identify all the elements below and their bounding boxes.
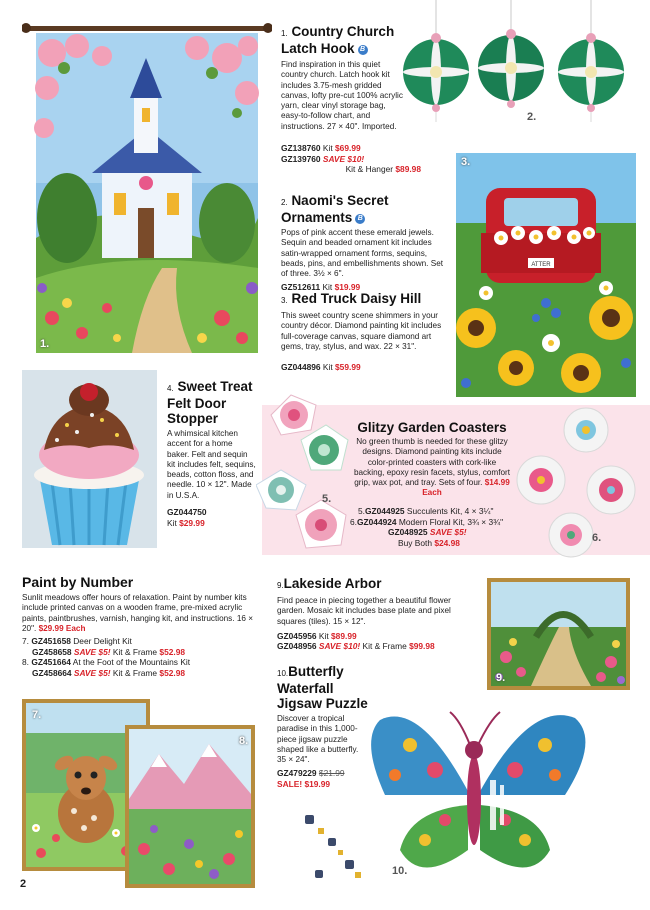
pbn-description: [22, 593, 262, 634]
succulent-coaster-4: [296, 500, 346, 548]
cupcake-doorstop-illustration: [22, 370, 157, 548]
floral-coaster-4: [549, 513, 593, 557]
ornaments-sku-price: $19.99: [334, 282, 361, 293]
coasters-row5-sku: GZ044925: [365, 506, 405, 516]
butterfly-old-price: $21.99: [318, 768, 345, 779]
pbn-each-price: $29.99 Each: [38, 623, 86, 633]
truck-title: [281, 291, 451, 308]
coasters-description: [352, 437, 512, 499]
arbor-title-text: Lakeside Arbor: [283, 576, 382, 591]
truck-sku-price: $59.99: [335, 362, 361, 373]
coasters-both-sku: GZ048925: [388, 527, 428, 537]
coasters-row6-label: Modern Floral Kit, 3¾ × 3¾": [398, 516, 504, 527]
church-sku2-code: GZ139760: [281, 153, 321, 164]
pbn-row7b-save: SAVE $5!: [73, 646, 111, 657]
succulent-coaster-3: [256, 470, 306, 510]
pbn-row8b-save: SAVE $5!: [73, 667, 111, 678]
image-number-8: 8.: [239, 735, 249, 747]
succulent-coaster-1: [271, 395, 316, 435]
coasters-row6-num: 6.: [350, 516, 357, 527]
pbn-row7-label: Deer Delight Kit: [73, 636, 132, 647]
truck-sku-row: [281, 362, 451, 373]
pbn-row7-num: 7.: [22, 636, 29, 647]
arbor-sku2-code: GZ048956: [277, 641, 317, 652]
coasters-product-block: [352, 420, 512, 499]
arbor-sku1-label: Kit: [318, 630, 329, 641]
cupcake-title-line2: Felt Door: [167, 396, 227, 411]
image-number-5: 5.: [322, 493, 332, 505]
succulent-coaster-2: [301, 425, 348, 470]
truck-description: This sweet country scene shimmers in your country décor. Diamond painting kit includes full-coverage canvas, square diamond art gems, tray, stylus, and wax. 22 × 31".: [281, 311, 442, 351]
arbor-sku-row-2: [277, 641, 477, 652]
cupcake-number: 4.: [167, 384, 174, 393]
cupcake-sku-row: [167, 518, 257, 529]
cupcake-title: [167, 379, 257, 426]
arbor-sku-block: [277, 631, 477, 652]
floral-coaster-2: [517, 456, 565, 504]
truck-number: 3.: [281, 296, 288, 305]
floral-coaster-3: [587, 466, 635, 514]
pbn-product-block: [22, 575, 262, 678]
ornaments-description: Pops of pink accent these emerald jewels. Sequin and beaded ornament kit includes satin-wrapped ornament forms, sequins, beads, pins, and embellishments shown. Set of three. 3½ × 6".: [281, 228, 444, 279]
page-number: 2: [20, 878, 27, 890]
pbn-sku-block: [22, 636, 262, 678]
image-number-6: 6.: [592, 532, 602, 544]
truck-plate-text: ATTER: [531, 262, 551, 268]
arbor-sku1-price: $89.99: [331, 630, 357, 641]
ornaments-number: 2.: [281, 198, 288, 207]
truck-title-text: Red Truck Daisy Hill: [291, 291, 422, 306]
pbn-description-text: Sunlit meadows offer hours of relaxation. Paint by number kits include printed canvas on a wooden frame, pre-mixed acrylic paints, paintbrushes, varnish, hanging kit, and instructions. 16 × 20".: [22, 593, 253, 633]
church-number: 1.: [281, 29, 288, 38]
coasters-row-6: [350, 517, 520, 528]
truck-product-block: [281, 291, 451, 373]
butterfly-title-line2: Jigsaw Puzzle: [277, 696, 368, 711]
red-truck-illustration: [456, 153, 636, 397]
arbor-sku2-label: Kit & Frame: [362, 641, 407, 652]
image-number-9: 9.: [496, 672, 506, 684]
pbn-row8b-label: Kit & Frame: [112, 667, 158, 678]
image-number-1: 1.: [40, 338, 50, 350]
image-number-3: 3.: [461, 156, 471, 168]
coasters-title: Glitzy Garden Coasters: [357, 420, 507, 435]
church-sku1-code: GZ138760: [281, 143, 321, 153]
ornaments-product-block: [281, 193, 456, 293]
red-truck-image: [456, 153, 636, 397]
coasters-row6-sku: GZ044924: [357, 516, 397, 527]
butterfly-sku-code: GZ479229: [277, 768, 317, 779]
pbn-row8b-sku: GZ458664: [32, 667, 72, 678]
cupcake-title-line3: Stopper: [167, 411, 219, 426]
butterfly-puzzle-image: [300, 700, 645, 885]
arbor-sku2-price: $99.98: [409, 641, 435, 652]
coasters-both-label: Buy Both: [398, 537, 432, 548]
cupcake-product-block: [167, 379, 257, 528]
ornaments-title: [281, 193, 456, 225]
church-sku1-label: Kit: [322, 143, 333, 153]
church-sku2-save: SAVE $10!: [322, 153, 365, 164]
floral-coaster-1: [564, 408, 608, 452]
pbn-row-7b: [22, 647, 262, 658]
pbn-row7b-sku: GZ458658: [32, 646, 72, 657]
church-sku-row-2: [281, 154, 421, 165]
coasters-row5-num: 5.: [358, 506, 365, 516]
pbn-row-8b: [22, 668, 262, 679]
pbn-row-7: [22, 636, 262, 647]
coasters-sku-block: [350, 506, 520, 548]
butterfly-title-line1: Butterfly Waterfall: [277, 664, 344, 696]
coasters-row-both: [350, 527, 520, 538]
coasters-description-text: No green thumb is needed for these glitzy designs. Diamond painting kits include color-printed coasters with cork-like backing, epoxy resin facets, stylus, comfort grip, wax pot, and tray. Sets of four.: [353, 437, 511, 488]
pbn-row7b-label: Kit & Frame: [112, 646, 158, 657]
butterfly-puzzle-illustration: [300, 700, 645, 885]
image-number-10: 10.: [392, 865, 408, 877]
image-number-7: 7.: [32, 709, 42, 721]
arbor-sku-row-1: [277, 631, 477, 642]
church-sku2-price: $89.98: [395, 164, 421, 174]
coasters-both-save: SAVE $5!: [429, 527, 467, 537]
arbor-product-block: [277, 576, 477, 652]
butterfly-number: 10.: [277, 669, 289, 678]
coasters-row5-label: Succulents Kit, 4 × 3¼": [406, 506, 494, 516]
church-title: [281, 24, 406, 56]
church-sku2-label: Kit & Hanger: [345, 164, 394, 174]
pbn-title: Paint by Number: [22, 574, 134, 590]
ornaments-sku-label: Kit: [322, 282, 333, 293]
arbor-sku1-code: GZ045956: [277, 630, 317, 641]
lakeside-arbor-illustration: [491, 582, 626, 686]
cupcake-sku-price: $29.99: [179, 517, 205, 528]
arbor-title: [277, 576, 477, 593]
image-number-2: 2.: [527, 111, 537, 123]
beginner-icon: B: [355, 214, 365, 224]
pbn-row7b-price: $52.98: [159, 646, 186, 657]
pbn-row7-sku: GZ451658: [31, 636, 71, 647]
foot-of-mountains-illustration: [129, 729, 251, 884]
cupcake-description: A whimsical kitchen accent for a home baker. Felt and sequin kit includes felt, sequins, beads, cotton floss, and needle. 10 × 12". Made in U.S.A.: [167, 429, 256, 500]
ornaments-sku-code: GZ512611: [281, 282, 321, 293]
church-sku1-price: $69.99: [335, 143, 361, 153]
cupcake-image: [22, 370, 157, 548]
cupcake-sku-code: GZ044750: [167, 507, 207, 518]
beginner-icon: B: [358, 45, 368, 55]
cupcake-sku-label: Kit: [167, 517, 177, 528]
church-product-block: [281, 24, 406, 132]
pbn-row8-label: At the Foot of the Mountains Kit: [72, 657, 191, 668]
country-church-image: [22, 18, 272, 358]
pbn-row8b-price: $52.98: [159, 667, 186, 678]
arbor-sku2-save: SAVE $10!: [318, 641, 361, 652]
truck-sku-code: GZ044896: [281, 362, 321, 373]
coasters-both-price: $24.98: [434, 537, 460, 548]
butterfly-sale-price: SALE! $19.99: [277, 778, 331, 789]
butterfly-description: Discover a tropical paradise in this 1,000-piece jigsaw puzzle shaped like a butterfly. 35 × 24".: [277, 714, 359, 765]
coasters-row-both-price: [350, 538, 520, 549]
cupcake-title-line1: Sweet Treat: [177, 379, 253, 394]
truck-sku-label: Kit: [322, 362, 333, 373]
church-sku-block: [281, 143, 421, 175]
arbor-number: 9.: [277, 581, 284, 590]
church-description: Find inspiration in this quiet country church. Latch hook kit includes 3.75-mesh gridded canvas, lofty pre-cut 100% acrylic yarn, clear vinyl storage bag, easy-to-follow chart, and instructions. 27 × 40". Imported.: [281, 60, 403, 131]
church-sku-row-1: [281, 143, 421, 154]
coasters-each-price: $14.99 Each: [422, 478, 510, 498]
church-title-line1: Country Church: [291, 24, 395, 39]
emerald-ornaments-illustration: [396, 0, 650, 130]
pbn-row8-num: 8.: [22, 657, 29, 668]
cupcake-sku-block: [167, 507, 257, 528]
mountains-painting-image: [125, 725, 255, 888]
pbn-row-8: [22, 657, 262, 668]
country-church-illustration: [22, 18, 272, 358]
arbor-image: [487, 578, 630, 690]
ornaments-image: [396, 0, 650, 130]
arbor-description: Find peace in piecing together a beautiful flower garden. Mosaic kit includes base plate and pixel squares (tiles). 15 × 12".: [277, 596, 451, 626]
church-title-line2: Latch Hook: [281, 41, 355, 56]
church-sku-row-3: [281, 164, 421, 175]
coasters-row-5: [350, 506, 520, 517]
pbn-row8-sku: GZ451664: [31, 657, 71, 668]
ornaments-title-text: Naomi's Secret Ornaments: [281, 193, 389, 225]
